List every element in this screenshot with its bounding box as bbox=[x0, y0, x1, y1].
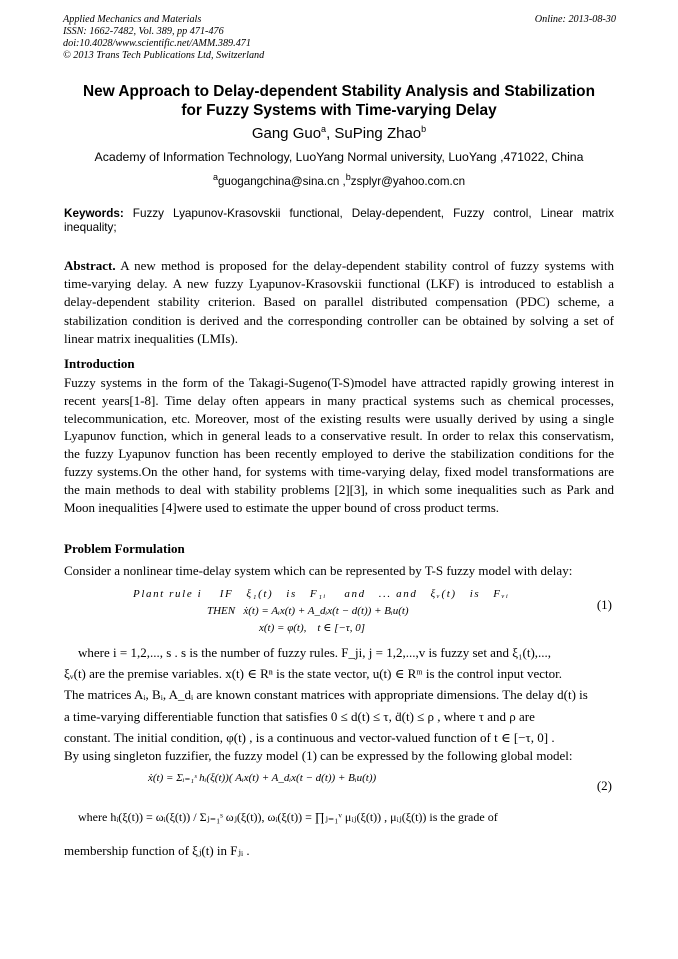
authors bbox=[0, 124, 678, 142]
title-line-1: New Approach to Delay-dependent Stability Analysis and Stabilization bbox=[83, 83, 595, 100]
equation-2-number: (2) bbox=[596, 778, 612, 793]
problem-intro: Consider a nonlinear time-delay system which can be represented by T-S fuzzy model with delay: bbox=[64, 563, 573, 578]
emails bbox=[0, 172, 678, 188]
equation-1-line-1: Plant rule i IF ξ₁(t) is F₁ᵢ and ... and ξᵥ(t) is Fᵥᵢ bbox=[133, 588, 510, 600]
paper-title bbox=[40, 82, 638, 120]
introduction-text: Fuzzy systems in the form of the Takagi-Sugeno(T-S)model have attracted rapidly growing interest in recent years[1-8]. Time delay often appears in many practical systems such as chemical processes, telecommunication, etc. Moreover, most of the existing results were usually derived by using a single Lyapunov function, which in general leads to a conservative result. In order to relax this conservatism, the fuzzy Lyapunov function has been recently employed to derive the stabilization conditions for the fuzzy systems.On the other hand, for systems with time-varying delay, fixed model transformations are the main methods to deal with stability problems [2][3], in which some inequalities such as Park and Moon inequalities [4]were used to estimate the upper bound of cross product terms. bbox=[64, 375, 614, 515]
where-line-1: where i = 1,2,..., s . s is the number of fuzzy rules. F_ji, j = 1,2,...,v is fuzzy set and ξ₁(t),..., bbox=[78, 645, 552, 660]
abstract-text: A new method is proposed for the delay-dependent stability control of fuzzy systems with time-varying delay. A new fuzzy Lyapunov-Krasovskii functional (LKF) is introduced to establish a delay-dependent stability criterion. Based on parallel distributed compensation (PDC) scheme, a stabilization condition is derived and the corresponding controller can be obtained by solving a set of linear matrix inequalities (LMIs). bbox=[64, 258, 614, 346]
doi[interactable]: doi:10.4028/www.scientific.net/AMM.389.471 bbox=[63, 38, 251, 49]
where-line-4: a time-varying differentiable function that satisfies 0 ≤ d(t) ≤ τ, ḋ(t) ≤ ρ , where τ and ρ are bbox=[64, 709, 535, 724]
journal-name: Applied Mechanics and Materials bbox=[63, 14, 202, 25]
author-2: SuPing Zhao bbox=[334, 125, 422, 142]
where-line-3: The matrices Aᵢ, Bᵢ, A_dᵢ are known constant matrices with appropriate dimensions. The delay d(t) is bbox=[64, 687, 588, 702]
where-line-5: constant. The initial condition, φ(t) , is a continuous and vector-valued function of t ∈ [−τ, 0] . bbox=[64, 730, 555, 745]
author-2-sup: b bbox=[421, 124, 427, 134]
problem-heading: Problem Formulation bbox=[64, 541, 185, 556]
equation-1-line-2: THEN ẋ(t) = Aᵢx(t) + A_dᵢx(t − d(t)) + Bᵢu(t) bbox=[207, 605, 409, 617]
journal-header bbox=[63, 14, 264, 62]
email-b[interactable]: zsplyr@yahoo.com.cn bbox=[350, 174, 466, 188]
where-line-8: membership function of ξⱼ(t) in Fⱼᵢ . bbox=[64, 843, 250, 858]
equation-1-number: (1) bbox=[596, 597, 612, 612]
author-1: Gang Guo bbox=[251, 125, 322, 142]
keywords-label: Keywords: bbox=[64, 207, 124, 220]
abstract bbox=[64, 257, 614, 348]
email-a-sup: a bbox=[212, 172, 218, 182]
equation-1-line-3: x(t) = φ(t), t ∈ [−τ, 0] bbox=[259, 622, 366, 634]
where-line-7: where hᵢ(ξ(t)) = ωᵢ(ξ(t)) / Σⱼ₌₁ˢ ωⱼ(ξ(t)), ωᵢ(ξ(t)) = ∏ⱼ₌₁ᵛ μᵢⱼ(ξ(t)) , μᵢⱼ(ξ(t)) is the grade of bbox=[78, 810, 498, 824]
online-date: Online: 2013-08-30 bbox=[534, 14, 616, 25]
email-b-sup: b bbox=[345, 172, 351, 182]
introduction-heading: Introduction bbox=[64, 356, 135, 371]
copyright: © 2013 Trans Tech Publications Ltd, Switzerland bbox=[63, 50, 265, 61]
keywords-text: Fuzzy Lyapunov-Krasovskii functional, Delay-dependent, Fuzzy control, Linear matrix inequality; bbox=[64, 207, 614, 234]
author-separator: , bbox=[326, 125, 335, 142]
abstract-label: Abstract. bbox=[64, 258, 116, 273]
title-line-2: for Fuzzy Systems with Time-varying Delay bbox=[181, 102, 497, 119]
author-1-sup: a bbox=[321, 124, 327, 134]
keywords bbox=[64, 207, 614, 235]
email-a[interactable]: guogangchina@sina.cn , bbox=[217, 174, 346, 188]
equation-2: ẋ(t) = Σᵢ₌₁ˢ hᵢ(ξ(t))( Aᵢx(t) + A_dᵢx(t − d(t)) + Bᵢu(t)) bbox=[148, 772, 377, 784]
where-line-6: By using singleton fuzzifier, the fuzzy model (1) can be expressed by the following global model: bbox=[64, 748, 573, 763]
issn: ISSN: 1662-7482, Vol. 389, pp 471-476 bbox=[63, 26, 224, 37]
affiliation: Academy of Information Technology, LuoYang Normal university, LuoYang ,471022, China bbox=[94, 150, 584, 164]
where-line-2: ξᵥ(t) are the premise variables. x(t) ∈ Rⁿ is the state vector, u(t) ∈ Rᵐ is the control input vector. bbox=[64, 666, 562, 681]
